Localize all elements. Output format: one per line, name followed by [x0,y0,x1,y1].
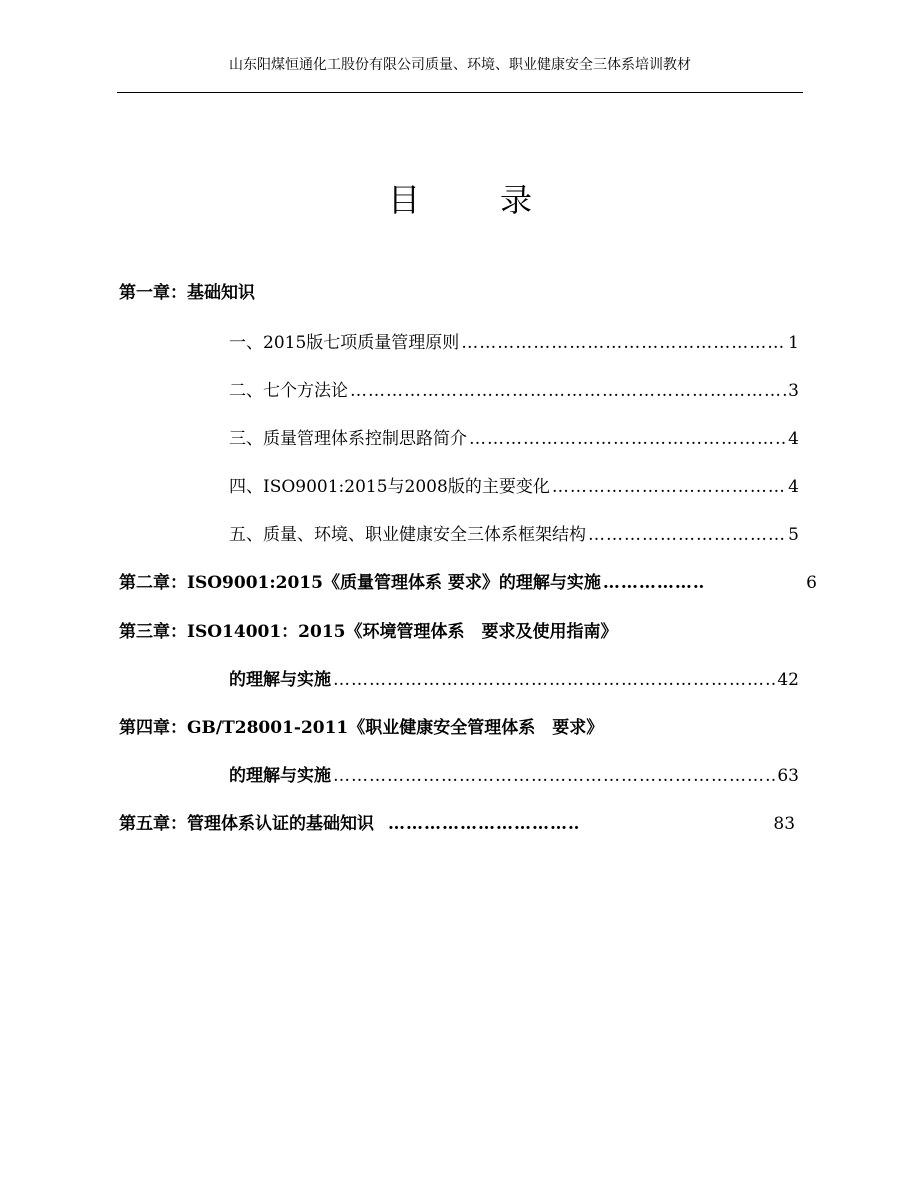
toc-item-4[interactable] [229,472,799,497]
toc-chapter-1[interactable] [119,278,255,303]
toc-chapter-3-cont[interactable] [229,665,799,690]
toc-chapter-label: 第四章：GB/T28001-2011《职业健康安全管理体系 要求》 [119,718,604,738]
toc-item-label: 四、ISO9001:2015与2008版的主要变化 [229,477,550,497]
toc-leader-dots [603,573,703,593]
toc-page-number: 42 [777,670,799,690]
toc-leader-dots [552,477,786,497]
toc-chapter-4[interactable] [119,713,603,738]
toc-page-number: 6 [806,573,817,593]
toc-leader-dots [588,525,786,545]
toc-page-number: 4 [788,477,799,497]
page-title: 目录 [387,181,612,219]
toc-item-label: 二、七个方法论 [229,381,348,401]
toc-item-2[interactable] [229,376,799,401]
toc-leader-dots [469,429,786,449]
toc-chapter-label: 第三章：ISO14001：2015《环境管理体系 要求及使用指南》 [119,622,618,642]
toc-item-label: 一、2015版七项质量管理原则 [229,333,460,353]
toc-page-number: 4 [788,429,799,449]
toc-item-3[interactable] [229,424,799,449]
toc-leader-dots [461,333,786,353]
toc-leader-dots [350,381,786,401]
toc-chapter-label: 第一章：基础知识 [119,283,255,303]
toc-page-number: 3 [788,381,799,401]
toc-chapter-5[interactable] [119,809,795,834]
header-divider [117,92,803,93]
toc-chapter-label: 第五章：管理体系认证的基础知识 [119,814,374,834]
toc-leader-dots [333,766,775,786]
toc-page-number: 5 [788,525,799,545]
toc-leader-dots [388,814,580,834]
toc-chapter-cont-label: 的理解与实施 [229,766,331,786]
toc-item-1[interactable] [229,328,799,353]
toc-leader-dots [333,670,775,690]
toc-chapter-cont-label: 的理解与实施 [229,670,331,690]
toc-page-number: 63 [777,766,799,786]
toc-chapter-2[interactable] [119,568,817,593]
page-header: 山东阳煤恒通化工股份有限公司质量、环境、职业健康安全三体系培训教材 [229,57,691,73]
toc-page-number: 1 [788,333,799,353]
toc-item-label: 三、质量管理体系控制思路简介 [229,429,467,449]
toc-chapter-4-cont[interactable] [229,761,799,786]
toc-item-5[interactable] [229,520,799,545]
toc-chapter-3[interactable] [119,617,618,642]
toc-page-number: 83 [773,814,796,834]
toc-chapter-label: 第二章：ISO9001:2015《质量管理体系 要求》的理解与实施 [119,573,601,593]
toc-item-label: 五、质量、环境、职业健康安全三体系框架结构 [229,525,586,545]
